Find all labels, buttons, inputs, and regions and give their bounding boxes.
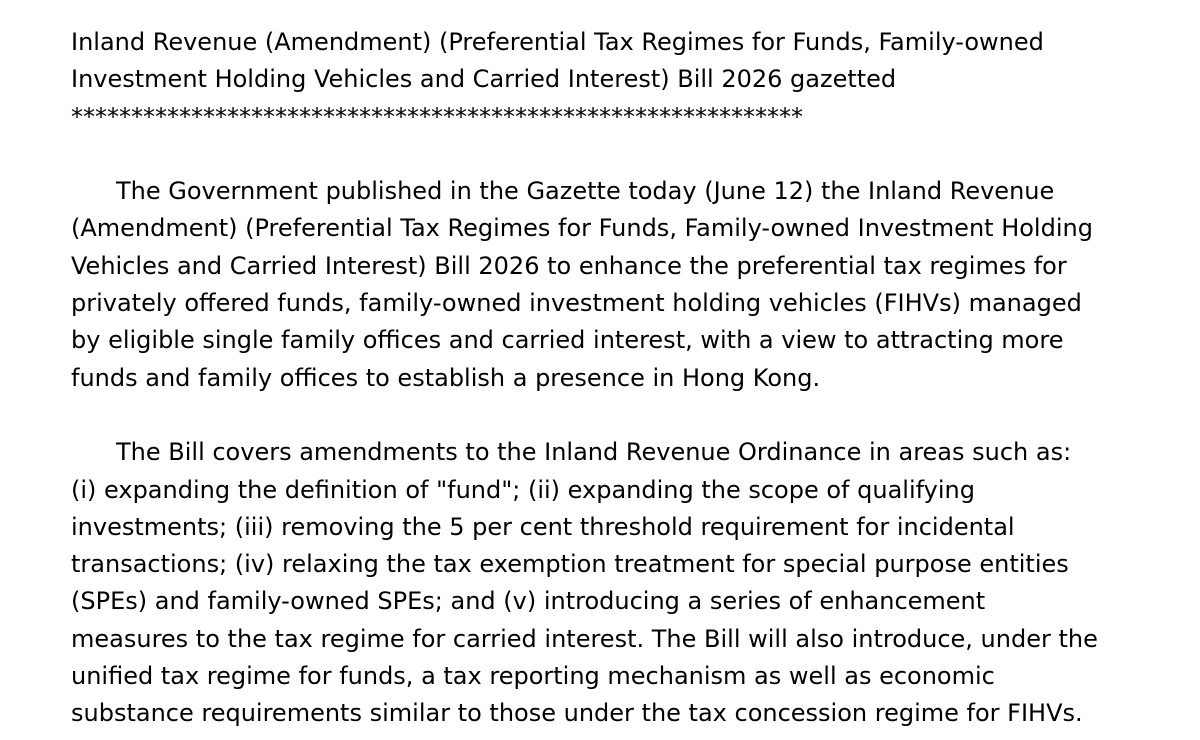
- paragraph-2-line-1: The Bill covers amendments to the Inland Revenue Ordinance in areas such as:: [116, 438, 1072, 467]
- paragraph-2-line-3: investments; (iii) removing the 5 per cent threshold requirement for incidental: [71, 512, 1015, 541]
- paragraph-1-line-1: The Government published in the Gazette today (June 12) the Inland Revenue: [116, 177, 1055, 206]
- spacer: [71, 397, 1181, 434]
- paragraph-2-line-8: substance requirements similar to those under the tax concession regime for FIHVs.: [71, 699, 1083, 728]
- press-release: [71, 24, 1181, 733]
- paragraph-2-line-4: transactions; (iv) relaxing the tax exemption treatment for special purpose entities: [71, 550, 1069, 579]
- paragraph-2-line-6: measures to the tax regime for carried interest. The Bill will also introduce, under the: [71, 624, 1098, 653]
- paragraph-1-line-5: by eligible single family offices and carried interest, with a view to attracting more: [71, 326, 1064, 355]
- headline-line-1: Inland Revenue (Amendment) (Preferential Tax Regimes for Funds, Family-owned: [71, 28, 1044, 56]
- headline-separator: *************************************************************: [71, 102, 803, 131]
- paragraph-1-line-2: (Amendment) (Preferential Tax Regimes for Funds, Family-owned Investment Holding: [71, 214, 1093, 243]
- paragraph-2-line-2: (i) expanding the definition of "fund"; (ii) expanding the scope of qualifying: [71, 475, 975, 504]
- paragraph-2: [71, 434, 1181, 732]
- paragraph-1-line-6: funds and family offices to establish a presence in Hong Kong.: [71, 363, 821, 392]
- paragraph-1-line-4: privately offered funds, family-owned investment holding vehicles (FIHVs) managed: [71, 289, 1082, 318]
- paragraph-1: [71, 173, 1181, 397]
- paragraph-2-line-5: (SPEs) and family-owned SPEs; and (v) introducing a series of enhancement: [71, 587, 986, 616]
- paragraph-2-line-7: unified tax regime for funds, a tax reporting mechanism as well as economic: [71, 662, 995, 691]
- spacer: [71, 136, 1181, 173]
- paragraph-1-line-3: Vehicles and Carried Interest) Bill 2026 to enhance the preferential tax regimes for: [71, 251, 1067, 280]
- headline: [71, 24, 1181, 136]
- headline-line-2: Investment Holding Vehicles and Carried Interest) Bill 2026 gazetted: [71, 65, 897, 94]
